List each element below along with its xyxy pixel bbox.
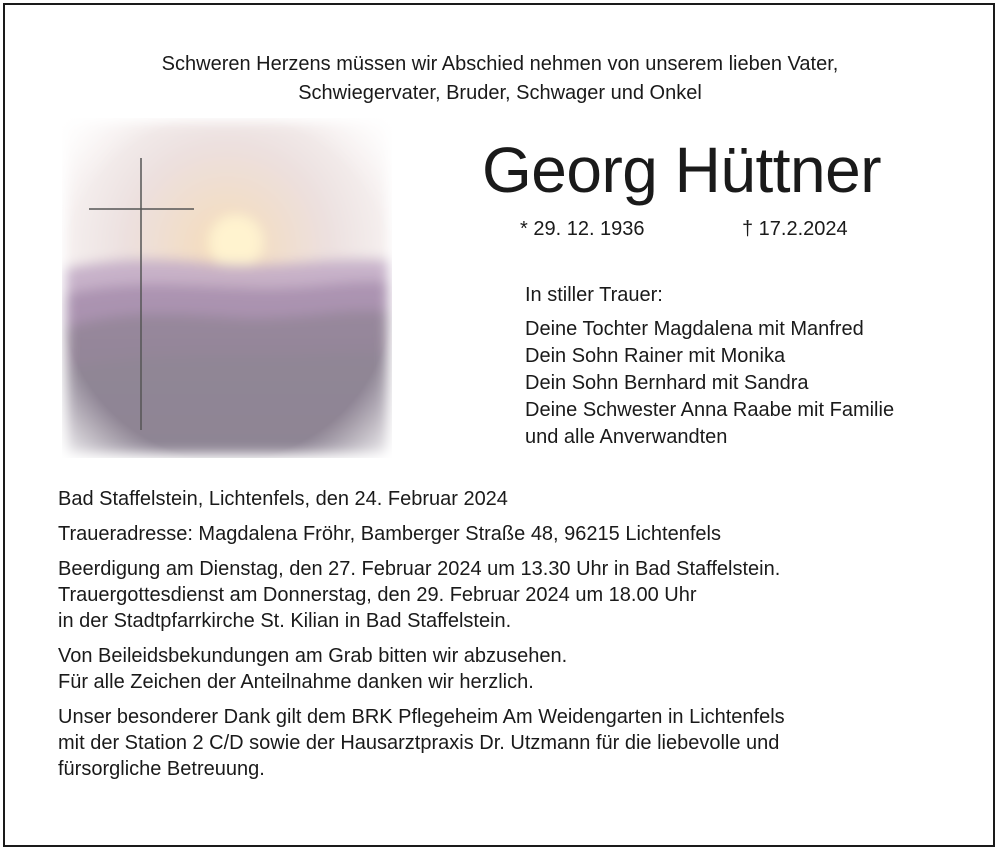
mourner-line: Deine Tochter Magdalena mit Manfred: [525, 318, 864, 340]
intro-text: [0, 50, 1000, 108]
funeral-line: in der Stadtpfarrkirche St. Kilian in Bad Staffelstein.: [58, 610, 512, 632]
birth-date: * 29. 12. 1936: [520, 218, 645, 240]
place-date: [58, 486, 958, 512]
thanks-line: mit der Station 2 C/D sowie der Hausarztpraxis Dr. Utzmann für die liebevolle und: [58, 732, 780, 754]
mourners-list: [525, 282, 894, 451]
deceased-name: Georg Hüttner: [482, 134, 882, 206]
condolences-line: Für alle Zeichen der Anteilnahme danken wir herzlich.: [58, 671, 534, 693]
thanks-line: Unser besonderer Dank gilt dem BRK Pflegeheim Am Weidengarten in Lichtenfels: [58, 706, 785, 728]
death-date: † 17.2.2024: [742, 218, 848, 240]
mourning-address: [58, 521, 958, 547]
funeral-details: [58, 556, 958, 634]
intro-line: Schwiegervater, Bruder, Schwager und Onkel: [298, 82, 702, 104]
thanks-line: fürsorgliche Betreuung.: [58, 758, 265, 780]
thanks-note: [58, 704, 958, 782]
condolences-line: Von Beileidsbekundungen am Grab bitten wir abzusehen.: [58, 645, 568, 667]
cross-sunset-icon: [62, 118, 392, 458]
mourner-line: Dein Sohn Bernhard mit Sandra: [525, 372, 809, 394]
funeral-line: Trauergottesdienst am Donnerstag, den 29. Februar 2024 um 18.00 Uhr: [58, 584, 697, 606]
mourner-line: und alle Anverwandten: [525, 426, 728, 448]
condolences-note: [58, 643, 958, 695]
notice-body: [58, 486, 958, 791]
funeral-line: Beerdigung am Dienstag, den 27. Februar 2024 um 13.30 Uhr in Bad Staffelstein.: [58, 558, 781, 580]
mourner-line: Deine Schwester Anna Raabe mit Familie: [525, 399, 895, 421]
address-line: Traueradresse: Magdalena Fröhr, Bamberger Straße 48, 96215 Lichtenfels: [58, 523, 721, 545]
mourner-line: Dein Sohn Rainer mit Monika: [525, 345, 786, 367]
mourners-heading: In stiller Trauer:: [525, 284, 663, 306]
intro-line: Schweren Herzens müssen wir Abschied nehmen von unserem lieben Vater,: [161, 53, 839, 75]
place-date-line: Bad Staffelstein, Lichtenfels, den 24. Februar 2024: [58, 488, 508, 510]
sunset-landscape-image: [62, 118, 392, 458]
